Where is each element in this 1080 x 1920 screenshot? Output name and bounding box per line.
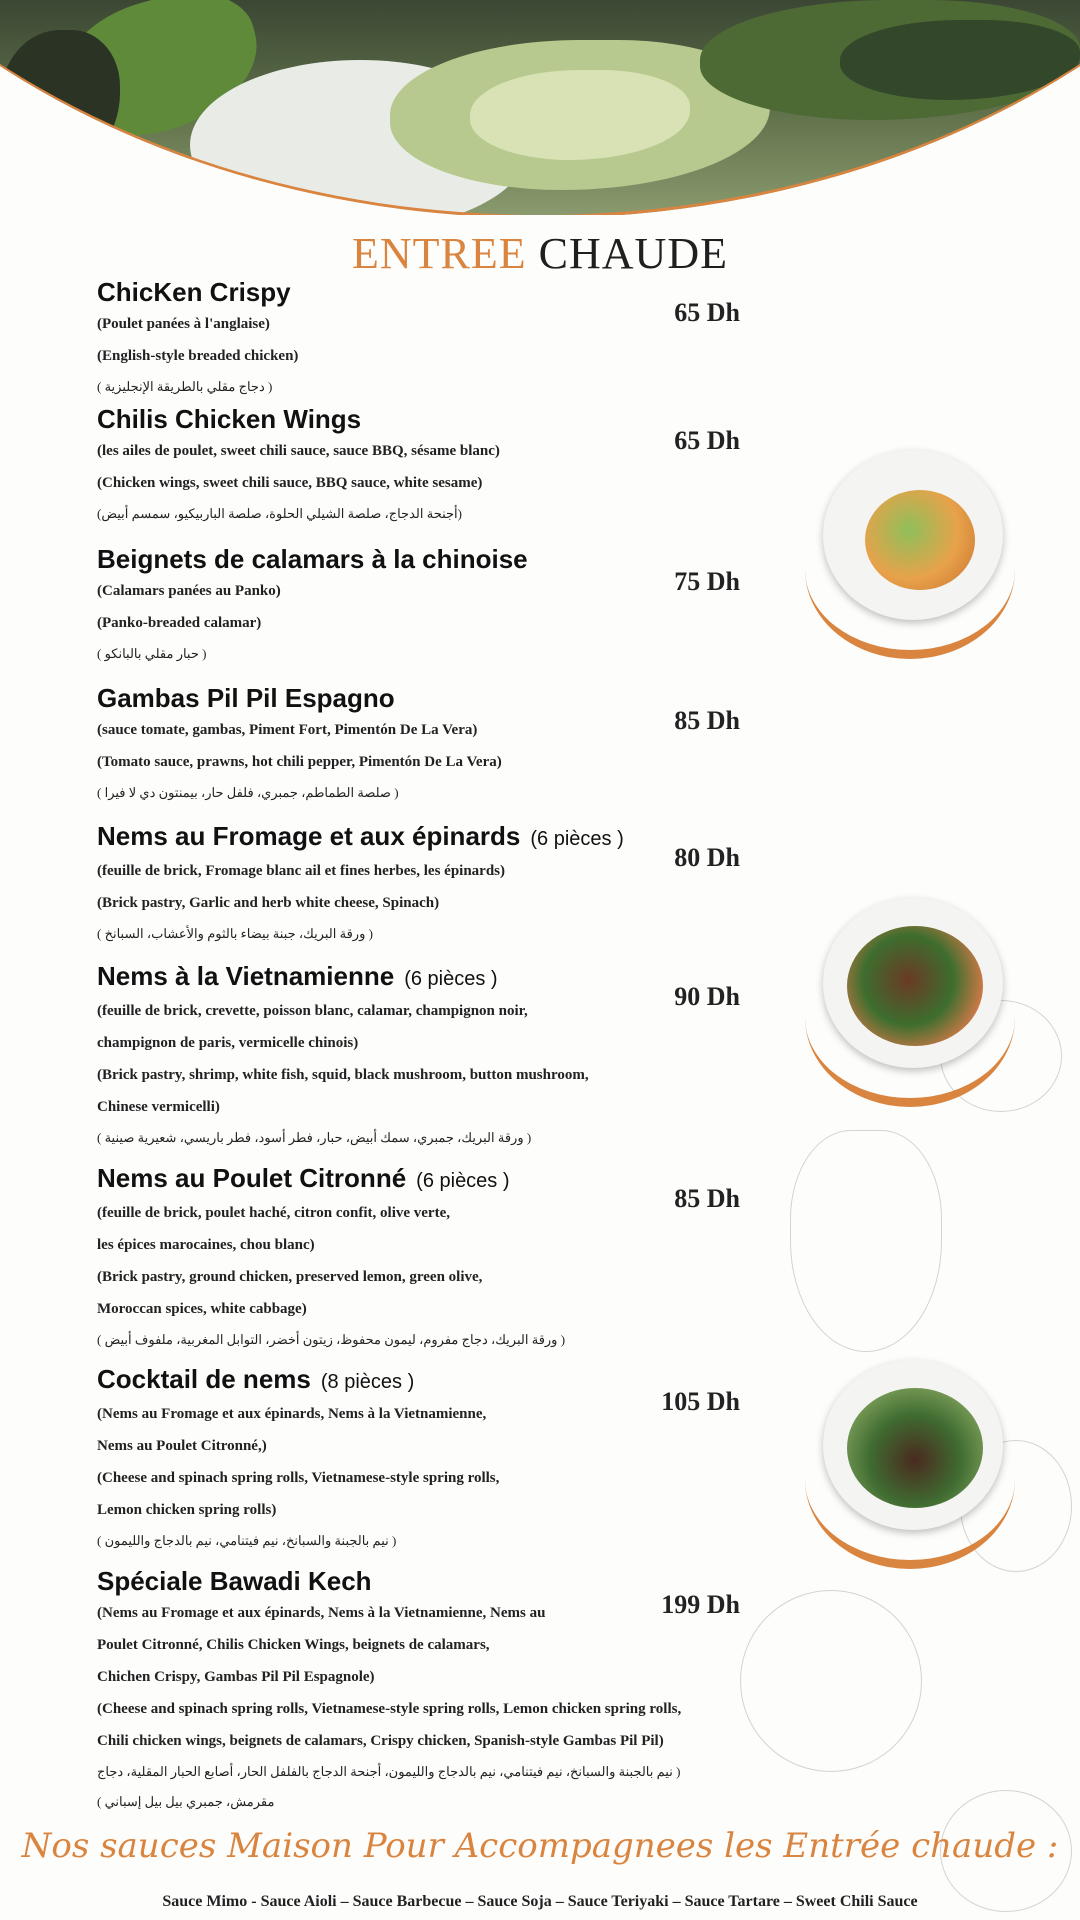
sketch-decoration <box>790 1130 942 1352</box>
item-desc-fr: (Nems au Fromage et aux épinards, Nems à la Vietnamienne, Nems au <box>97 1605 546 1621</box>
item-price: 85 Dh <box>674 706 740 735</box>
item-name: Gambas Pil Pil Espagno <box>97 683 395 713</box>
item-desc-fr: (Nems au Fromage et aux épinards, Nems à la Vietnamienne, <box>97 1406 487 1422</box>
item-name: Beignets de calamars à la chinoise <box>97 544 528 574</box>
sauces-title: Nos sauces Maison Pour Accompagnees les Entrée chaude : <box>21 1826 1059 1866</box>
dish-photo <box>805 1360 1015 1555</box>
item-desc-fr: (sauce tomate, gambas, Piment Fort, Pimentón De La Vera) <box>97 722 478 738</box>
item-desc-en: (Brick pastry, ground chicken, preserved lemon, green olive, <box>97 1269 483 1285</box>
item-desc-ar: ( نيم بالجبنة والسبانخ، نيم فيتنامي، نيم بالدجاج والليمون ) <box>97 1533 397 1548</box>
item-desc-en: Chinese vermicelli) <box>97 1099 220 1115</box>
item-desc-en: (Brick pastry, Garlic and herb white cheese, Spinach) <box>97 895 440 911</box>
item-desc-ar: ( ورقة البريك، جبنة بيضاء بالثوم والأعشاب، السبانخ ) <box>97 926 373 941</box>
item-desc-en: Moroccan spices, white cabbage) <box>97 1301 307 1317</box>
item-name: Nems au Poulet Citronné (6 pièces ) <box>97 1163 510 1193</box>
item-desc-en: (Cheese and spinach spring rolls, Vietnamese-style spring rolls, Lemon chicken spring rolls, <box>97 1701 682 1717</box>
item-name: ChicKen Crispy <box>97 277 291 307</box>
item-desc-fr: champignon de paris, vermicelle chinois) <box>97 1035 359 1051</box>
item-price: 65 Dh <box>674 426 740 455</box>
section-title: ENTREE CHAUDE <box>352 229 728 278</box>
item-desc-en: (Tomato sauce, prawns, hot chili pepper, Pimentón De La Vera) <box>97 754 502 770</box>
item-name: Cocktail de nems (8 pièces ) <box>97 1364 415 1394</box>
sauces-list: Sauce Mimo - Sauce Aioli – Sauce Barbecue – Sauce Soja – Sauce Teriyaki – Sauce Tartare – Sweet Chili Sauce <box>162 1893 918 1910</box>
item-price: 90 Dh <box>674 982 740 1011</box>
item-price: 199 Dh <box>661 1590 740 1619</box>
item-price: 80 Dh <box>674 843 740 872</box>
item-desc-fr: Nems au Poulet Citronné,) <box>97 1438 267 1454</box>
item-desc-fr: Poulet Citronné, Chilis Chicken Wings, beignets de calamars, <box>97 1637 490 1653</box>
item-desc-en: (Panko-breaded calamar) <box>97 615 262 631</box>
item-desc-en: (Brick pastry, shrimp, white fish, squid, black mushroom, button mushroom, <box>97 1067 589 1083</box>
item-desc-ar: ( نيم بالجبنة والسبانخ، نيم فيتنامي، نيم بالدجاج والليمون، أجنحة الدجاج بالفلفل الحار، أصابع الحبار المقلية، دجاج مقرمش، جمبري بيل بيل إسباني ) <box>97 1764 681 1809</box>
item-price: 105 Dh <box>661 1387 740 1416</box>
item-name: Spéciale Bawadi Kech <box>97 1566 372 1596</box>
dish-photo <box>805 450 1015 645</box>
item-desc-fr: (Poulet panées à l'anglaise) <box>97 316 270 332</box>
item-desc-fr: les épices marocaines, chou blanc) <box>97 1237 315 1253</box>
item-desc-fr: Chichen Crispy, Gambas Pil Pil Espagnole) <box>97 1669 375 1685</box>
menu-item-gambas-pil-pil <box>97 682 717 808</box>
item-name: Nems au Fromage et aux épinards (6 pièces ) <box>97 821 624 851</box>
item-desc-en: Lemon chicken spring rolls) <box>97 1502 277 1518</box>
item-qty: (6 pièces ) <box>416 1170 510 1192</box>
item-desc-ar: ( ورقة البريك، جمبري، سمك أبيض، حبار، فطر أسود، فطر باريسي، شعيرية صينية ) <box>97 1130 532 1145</box>
item-desc-fr: (Calamars panées au Panko) <box>97 583 281 599</box>
item-desc-fr: (feuille de brick, Fromage blanc ail et fines herbes, les épinards) <box>97 863 506 879</box>
item-desc-en: Chili chicken wings, beignets de calamars, Crispy chicken, Spanish-style Gambas Pil Pil) <box>97 1733 664 1749</box>
item-price: 75 Dh <box>674 567 740 596</box>
item-desc-ar: ( ورقة البريك، دجاج مفروم، ليمون محفوظ، زيتون أخضر، التوابل المغربية، ملفوف أبيض ) <box>97 1332 566 1347</box>
item-price: 65 Dh <box>674 298 740 327</box>
item-name: Nems à la Vietnamienne (6 pièces ) <box>97 961 498 991</box>
menu-item-beignets-calamars <box>97 543 717 669</box>
item-desc-ar: (أجنحة الدجاج، صلصة الشيلي الحلوة، صلصة الباربيكيو، سمسم أبيض) <box>97 506 462 521</box>
header-photo <box>0 0 1080 215</box>
item-desc-fr: (les ailes de poulet, sweet chili sauce, sauce BBQ, sésame blanc) <box>97 443 500 459</box>
item-desc-fr: (feuille de brick, poulet haché, citron confit, olive verte, <box>97 1205 450 1221</box>
item-qty: (6 pièces ) <box>404 968 498 990</box>
sketch-decoration <box>740 1590 922 1772</box>
item-desc-ar: ( حبار مقلي بالبانكو ) <box>97 646 207 661</box>
item-desc-ar: ( صلصة الطماطم، جمبري، فلفل حار، بيمنتون دي لا فيرا ) <box>97 785 399 800</box>
dish-photo <box>805 898 1015 1093</box>
item-desc-ar: ( دجاج مقلي بالطريقة الإنجليزية ) <box>97 379 273 394</box>
item-qty: (6 pièces ) <box>530 828 624 850</box>
item-desc-en: (English-style breaded chicken) <box>97 348 299 364</box>
item-desc-en: (Chicken wings, sweet chili sauce, BBQ sauce, white sesame) <box>97 475 483 491</box>
item-desc-fr: (feuille de brick, crevette, poisson blanc, calamar, champignon noir, <box>97 1003 528 1019</box>
menu-item-nems-fromage <box>97 820 717 949</box>
item-qty: (8 pièces ) <box>320 1371 415 1393</box>
item-desc-en: (Cheese and spinach spring rolls, Vietnamese-style spring rolls, <box>97 1470 500 1486</box>
item-price: 85 Dh <box>674 1184 740 1213</box>
menu-item-chilis-chicken-wings <box>97 403 717 529</box>
item-name: Chilis Chicken Wings <box>97 404 362 434</box>
menu-item-chicken-crispy <box>97 276 717 402</box>
